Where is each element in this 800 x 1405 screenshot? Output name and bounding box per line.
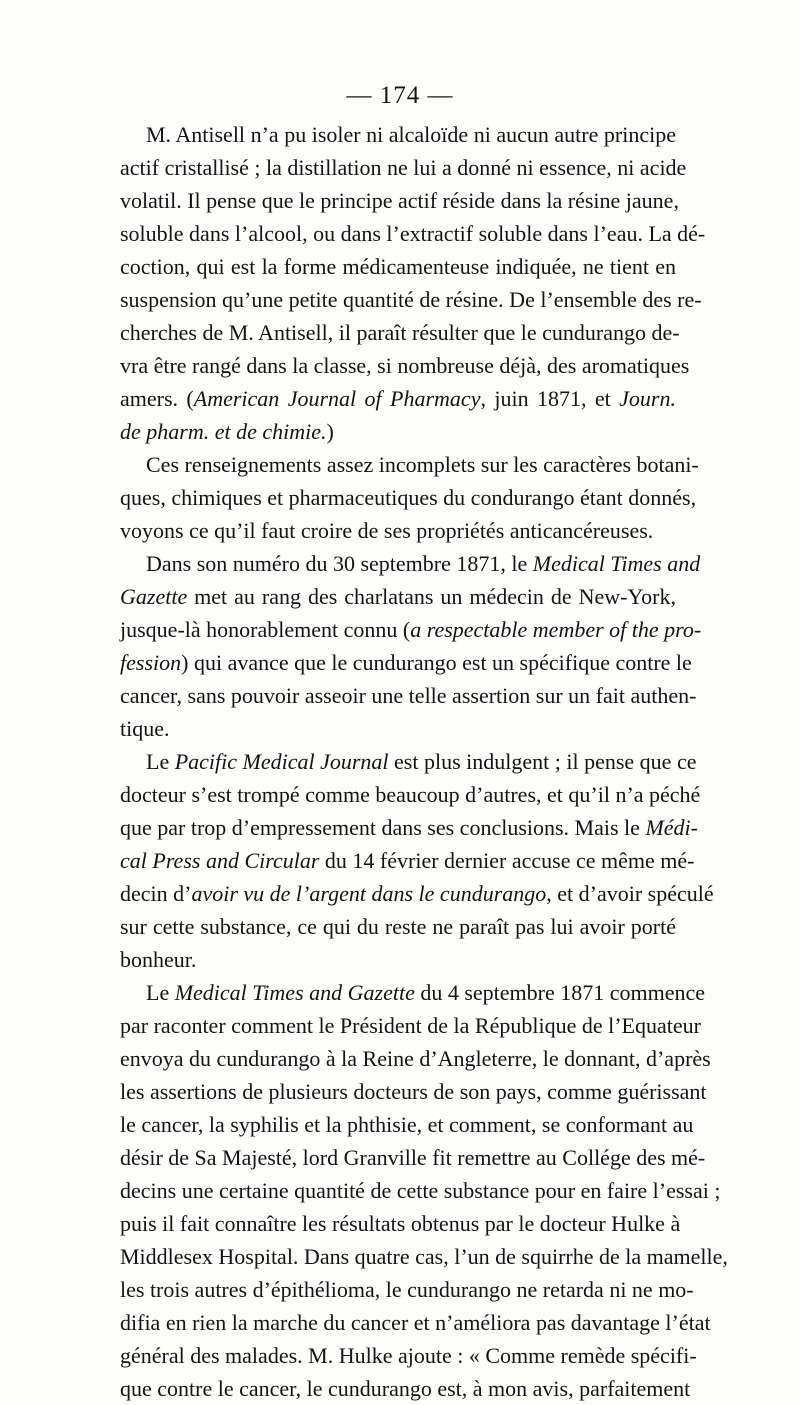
text-line: coction, qui est la forme médicamenteuse indiquée, ne tient en	[120, 254, 676, 279]
text-line: tique.	[120, 716, 170, 741]
text-line: les assertions de plusieurs docteurs de son pays, comme guérissant	[120, 1079, 707, 1104]
text-line: amers. (American Journal of Pharmacy, juin 1871, et Journ.	[120, 386, 676, 411]
text-line: puis il fait connaître les résultats obtenus par le docteur Hulke à	[120, 1211, 681, 1236]
text-line: volatil. Il pense que le principe actif réside dans la résine jaune,	[120, 188, 679, 213]
text-line: fession) qui avance que le cundurango est un spécifique contre le	[120, 650, 692, 675]
text-line: jusque-là honorablement connu (a respectable member of the pro-	[120, 617, 702, 642]
text-line: decin d’avoir vu de l’argent dans le cundurango, et d’avoir spéculé	[120, 881, 714, 906]
text-line: cal Press and Circular du 14 février dernier accuse ce même mé-	[120, 848, 695, 873]
text-line: vra être rangé dans la classe, si nombreuse déjà, des aromatiques	[120, 353, 690, 378]
text-line: voyons ce qu’il faut croire de ses propriétés anticancéreuses.	[120, 518, 654, 543]
text-line: envoya du cundurango à la Reine d’Angleterre, le donnant, d’après	[120, 1046, 711, 1071]
text-line: docteur s’est trompé comme beaucoup d’autres, et qu’il n’a péché	[120, 782, 701, 807]
text-line: Middlesex Hospital. Dans quatre cas, l’un de squirrhe de la mamelle,	[120, 1244, 728, 1269]
text-line: suspension qu’une petite quantité de résine. De l’ensemble des re-	[120, 287, 702, 312]
text-line: cancer, sans pouvoir asseoir une telle assertion sur un fait authen-	[120, 683, 697, 708]
text-line: Le Pacific Medical Journal est plus indulgent ; il pense que ce	[146, 749, 697, 774]
text-line: bonheur.	[120, 947, 197, 972]
text-line: le cancer, la syphilis et la phthisie, et comment, se conformant au	[120, 1112, 694, 1137]
text-body	[120, 118, 728, 1405]
text-line: Ces renseignements assez incomplets sur les caractères botani-	[146, 452, 699, 477]
text-line: Le Medical Times and Gazette du 4 septembre 1871 commence	[146, 980, 706, 1005]
text-line: que par trop d’empressement dans ses conclusions. Mais le Médi-	[120, 815, 698, 840]
text-line: difia en rien la marche du cancer et n’améliora pas davantage l’état	[120, 1310, 711, 1335]
text-line: cherches de M. Antisell, il paraît résulter que le cundurango de-	[120, 320, 680, 345]
text-line: soluble dans l’alcool, ou dans l’extractif soluble dans l’eau. La dé-	[120, 221, 706, 246]
text-line: les trois autres d’épithélioma, le cundurango ne retarda ni ne mo-	[120, 1277, 694, 1302]
text-line: actif cristallisé ; la distillation ne lui a donné ni essence, ni acide	[120, 155, 687, 180]
text-line: M. Antisell n’a pu isoler ni alcaloïde ni aucun autre principe	[146, 122, 676, 147]
text-line: Gazette met au rang des charlatans un médecin de New-York,	[120, 584, 676, 609]
text-line: par raconter comment le Président de la République de l’Equateur	[120, 1013, 701, 1038]
text-line: général des malades. M. Hulke ajoute : « Comme remède spécifi-	[120, 1343, 697, 1368]
text-line: sur cette substance, ce qui du reste ne paraît pas lui avoir porté	[120, 914, 676, 939]
text-line: désir de Sa Majesté, lord Granville fit remettre au Collége des mé-	[120, 1145, 706, 1170]
page-number: — 174 —	[346, 82, 454, 109]
text-line: ques, chimiques et pharmaceutiques du condurango étant donnés,	[120, 485, 697, 510]
text-line: decins une certaine quantité de cette substance pour en faire l’essai ;	[120, 1178, 721, 1203]
text-line: de pharm. et de chimie.)	[120, 419, 334, 444]
text-line: Dans son numéro du 30 septembre 1871, le Medical Times and	[146, 551, 701, 576]
text-line: que contre le cancer, le cundurango est, à mon avis, parfaitement	[120, 1376, 691, 1401]
